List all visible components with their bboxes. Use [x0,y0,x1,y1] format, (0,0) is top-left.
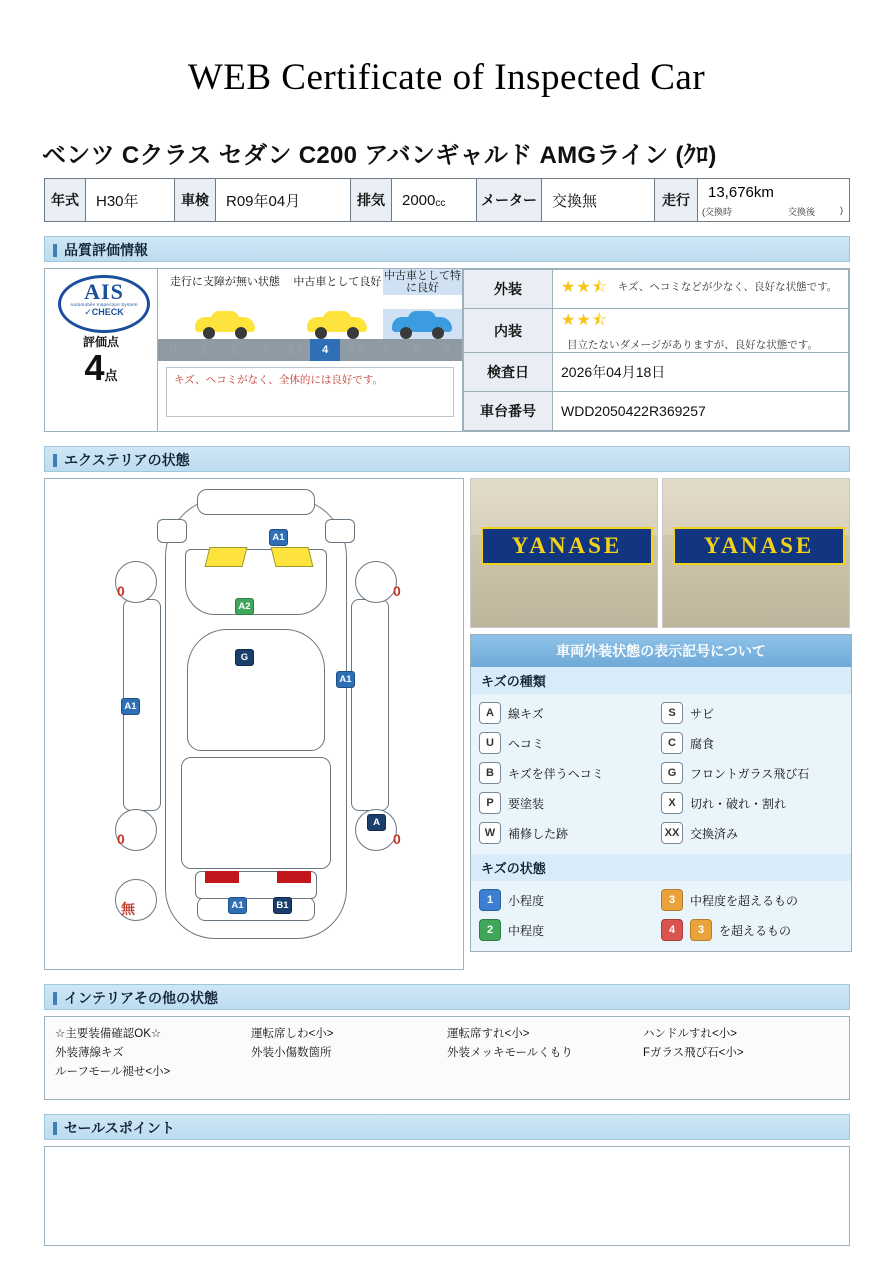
spec-year-value: H30年 [86,179,175,222]
interior-note: ルーフモール褪せ<小> [55,1066,171,1078]
vehicle-photo [470,478,658,628]
car-illustration-3 [383,309,462,339]
legend-item-label: 小程度 [508,893,545,908]
car-damage-diagram [44,478,464,970]
car-illustration-2 [292,309,383,339]
section-bar-icon [53,992,57,1005]
interior-note: 外装メッキモールくもり [447,1047,573,1059]
damage-mark: B1 [273,897,292,914]
scale-tick: 4.5 [347,344,364,356]
mileage-value: 13,676km [708,184,774,201]
section-title-quality: 品質評価情報 [64,242,148,258]
legend-code-chip: B [479,762,501,784]
scale-tick-current: 4 [310,339,340,361]
scale-tick: 3.5 [287,344,303,356]
ais-label: AIS [84,279,124,304]
scale-tick: 2 [230,344,238,356]
legend-item [479,758,661,788]
legend-severity-chip: 1 [479,889,501,911]
damage-mark: A1 [336,671,355,688]
spec-mileage-value-cell [698,179,850,222]
damage-mark: A [367,814,386,831]
legend-item-label: 補修した跡 [508,826,569,841]
mileage-sub-left: (交換時 [702,207,732,217]
damage-count-zero: 0 [393,831,401,847]
interior-note: 外装小傷数箇所 [251,1047,332,1059]
legend-item [479,728,661,758]
damage-patch-red [205,871,239,883]
spec-mileage-label: 走行 [655,179,698,222]
legend-item [661,915,843,945]
table-row [464,353,849,392]
quality-row-key: 内装 [464,309,553,353]
section-header-exterior [44,446,850,472]
legend-item-label: 中程度を超えるもの [690,893,799,908]
spec-inspection-value: R09年04月 [216,179,351,222]
score-number: 4 [84,347,105,388]
spec-meter-label: メーター [477,179,542,222]
legend-item-label: 線キズ [508,706,544,721]
displacement-unit: cc [435,197,446,209]
section-header-sales [44,1114,850,1140]
legend-severity-chip: 3 [661,889,683,911]
quality-row-key: 外装 [464,270,553,309]
star-rating: ★★⯪ [561,312,608,329]
ais-check-icon: ✓CHECK [84,307,124,317]
scale-head-3: 中古車として特に良好 [383,270,461,294]
sales-point-box [44,1146,850,1246]
legend-code-chip: P [479,792,501,814]
interior-note: ハンドルすれ<小> [643,1028,737,1040]
quality-row-text: 目立たないダメージがありますが、良好な状態です。 [567,338,818,351]
legend-group-1 [471,694,851,854]
table-row [464,309,849,353]
legend-code-chip: X [661,792,683,814]
legend-code-chip: S [661,702,683,724]
legend-item-label: 切れ・破れ・割れ [690,796,787,811]
interior-column [251,1025,447,1091]
car-illustration-1 [158,309,292,339]
interior-column [643,1025,839,1091]
legend-code-chip: C [661,732,683,754]
car-name: ベンツ Cクラス セダン C200 アバンギャルド AMGライン (ｸﾛ) [42,142,717,169]
spec-year-label: 年式 [45,179,86,222]
quality-note: キズ、ヘコミがなく、全体的には良好です。 [166,367,454,417]
interior-note: 外装薄線キズ [55,1047,124,1059]
ais-score-panel [45,269,158,431]
interior-note: 運転席しわ<小> [251,1028,334,1040]
legend-item-label: サビ [690,706,715,721]
scale-tick: 1 [200,344,207,356]
damage-mark: A1 [228,897,247,914]
legend-item [479,915,661,945]
table-row [464,270,849,309]
legend-item [479,698,661,728]
quality-block [44,268,850,432]
quality-row-value [553,309,849,353]
spec-inspection-label: 車検 [175,179,216,222]
legend-item [479,885,661,915]
damage-mark: A2 [235,598,254,615]
legend-item-label: 要塗装 [508,796,545,811]
legend-code-chip: XX [661,822,683,844]
scale-head-1: 走行に支障が無い状態 [169,276,280,288]
damage-mark: A1 [269,529,288,546]
interior-column [447,1025,643,1091]
star-rating: ★★⯪ [561,278,608,296]
legend-item [661,788,843,818]
inspection-date-value: 2026年04月18日 [553,353,849,392]
scale-tick: 6 [413,344,420,356]
legend-item-label: ヘコミ [508,736,545,751]
quality-row-key: 検査日 [464,353,553,392]
mileage-sub-right: ) [840,205,843,215]
displacement-number: 2000 [402,191,436,209]
legend-title: 車両外装状態の表示記号について [471,635,851,667]
legend-code-chip: W [479,822,501,844]
section-title-interior: インテリアその他の状態 [64,990,218,1006]
diagram-none-label: 無 [121,901,135,917]
damage-patch-red [277,871,311,883]
ais-subtext: Automobile Inspection System [70,302,138,307]
spec-table [44,178,850,222]
legend-item-label: キズを伴うヘコミ [508,766,604,781]
legend-group-2-title: キズの状態 [471,854,851,881]
damage-mark: G [235,649,254,666]
dealer-banner: YANASE [481,527,653,565]
scale-head-2: 中古車として良好 [293,276,382,288]
legend-item-label: 交換済み [690,826,739,841]
exterior-photos-and-legend [470,478,850,970]
dealer-banner: YANASE [673,527,845,565]
legend-item [661,728,843,758]
damage-mark: A1 [121,698,140,715]
page-title: WEB Certificate of Inspected Car [187,57,706,98]
section-header-interior [44,984,850,1010]
quality-detail-table [463,269,849,431]
legend-severity-chip: 4 [661,919,683,941]
score-value [45,347,157,394]
legend-item-label: フロントガラス飛び石 [690,766,810,781]
legend-code-chip: G [661,762,683,784]
section-bar-icon [53,454,57,467]
quality-row-text: キズ、ヘコミなどが少なく、良好な状態です。 [617,281,838,294]
damage-patch-yellow [205,547,248,567]
section-bar-icon [53,244,57,257]
section-header-quality [44,236,850,262]
damage-count-zero: 0 [393,583,401,599]
legend-item-label: 腐食 [690,736,715,751]
legend-item-label: 中程度 [508,923,545,938]
spec-meter-value: 交換無 [542,179,655,222]
section-title-exterior: エクステリアの状態 [64,452,190,468]
score-scale-panel [158,269,463,431]
legend-item [661,698,843,728]
table-row [45,179,850,222]
score-scale [158,339,462,361]
spec-displacement-label: 排気 [351,179,392,222]
table-row [464,392,849,431]
exterior-block [44,478,850,970]
interior-note: 運転席すれ<小> [447,1028,530,1040]
interior-note: Fガラス飛び石<小> [643,1047,744,1059]
legend-item [479,818,661,848]
scale-tick: S [443,344,451,356]
scale-tick: 5 [382,344,390,356]
damage-count-zero: 0 [117,831,125,847]
score-label: 評価点 [82,335,119,349]
legend-panel [470,634,852,952]
spec-displacement-value [392,179,477,222]
score-unit: 点 [104,368,118,383]
vehicle-photo [662,478,850,628]
section-title-sales: セールスポイント [64,1120,175,1136]
legend-item [661,885,843,915]
legend-group-1-title: キズの種類 [471,667,851,694]
damage-count-zero: 0 [117,583,125,599]
interior-condition-block [44,1016,850,1100]
scale-tick: 3 [261,344,268,356]
legend-item-label: を超えるもの [719,923,792,938]
legend-code-chip: U [479,732,501,754]
legend-code-chip: A [479,702,501,724]
section-bar-icon [53,1122,57,1135]
quality-row-value [553,270,849,309]
ais-badge [58,275,144,329]
chassis-number-value: WDD2050422R369257 [553,392,849,431]
legend-item [661,758,843,788]
mileage-sub-mid: 交換後 [788,207,816,217]
damage-patch-yellow [271,547,314,567]
legend-item [661,818,843,848]
interior-note: ☆主要装備確認OK☆ [55,1028,162,1040]
interior-column [55,1025,251,1091]
legend-group-2 [471,881,851,951]
quality-row-key: 車台番号 [464,392,553,431]
legend-item [479,788,661,818]
legend-severity-chip: 2 [479,919,501,941]
scale-tick: R [169,344,178,356]
legend-severity-chip-extra: 3 [690,919,712,941]
